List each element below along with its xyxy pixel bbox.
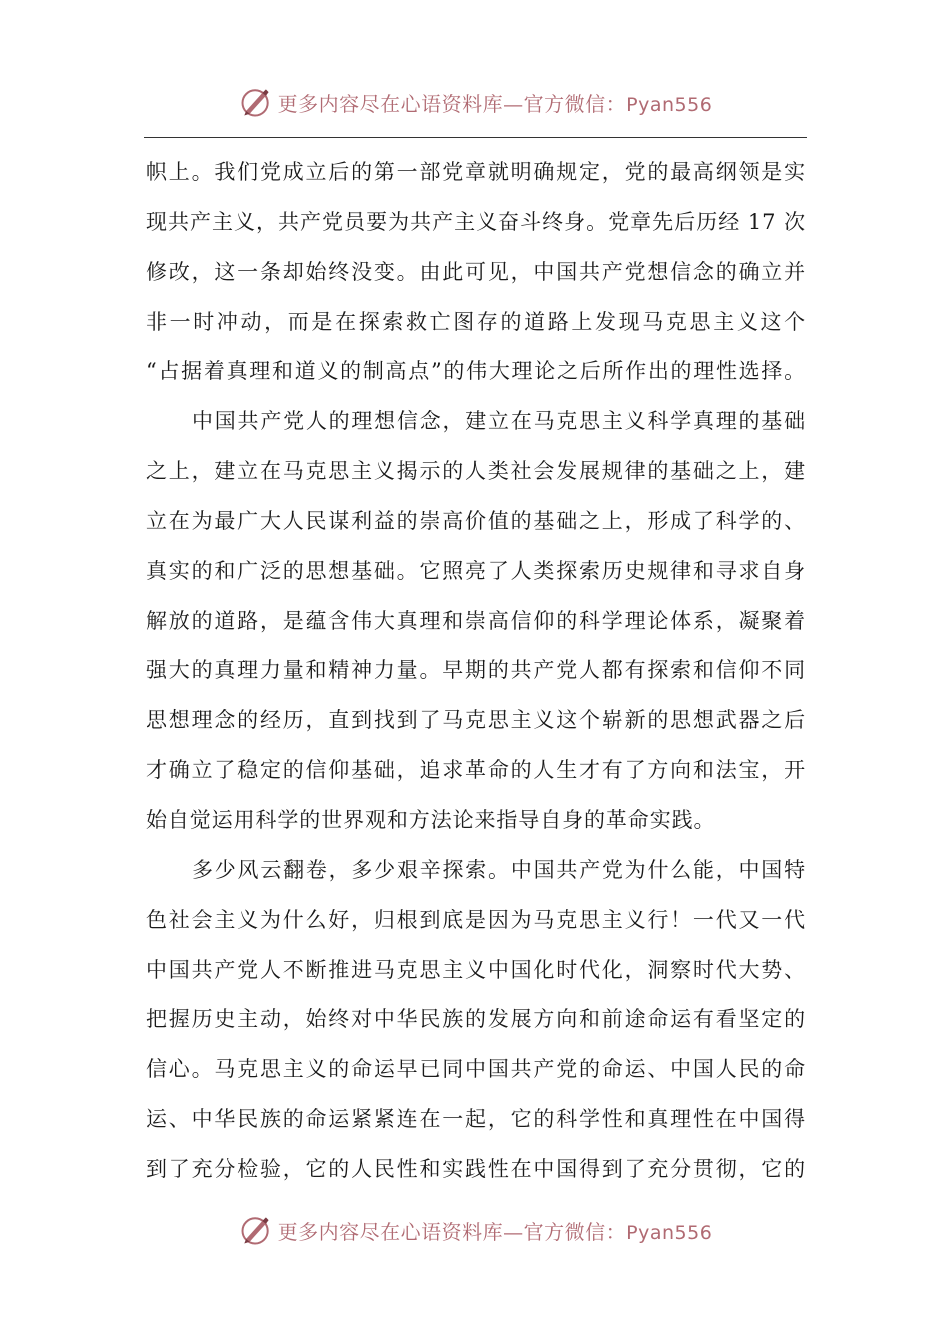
header-text-cn: 更多内容尽在心语资料库—官方微信：: [277, 91, 627, 116]
paragraph-first-line: 多少风云翻卷，多少艰辛探索。中国共产党为什么能，中国特: [192, 857, 806, 882]
text-line: 强大的真理力量和精神力量。早期的共产党人都有探索和信仰不同: [146, 658, 806, 683]
header-wechat-id: Pyan556: [626, 93, 713, 116]
page-footer-banner: [0, 1208, 950, 1252]
header-divider: [144, 137, 807, 138]
footer-text-cn: 更多内容尽在心语资料库—官方微信：: [277, 1219, 627, 1244]
text-line: 修改，这一条却始终没变。由此可见，中国共产党想信念的确立并: [146, 259, 806, 284]
text-line: 解放的道路，是蕴含伟大真理和崇高信仰的科学理论体系，凝聚着: [146, 608, 806, 633]
footer-wechat-id: Pyan556: [626, 1221, 713, 1244]
paragraph-last-line: 始自觉运用科学的世界观和方法论来指导自身的革命实践。: [146, 807, 716, 832]
text-line: “占据着真理和道义的制高点”的伟大理论之后所作出的理性选择。: [146, 359, 806, 384]
text-line: 非一时冲动，而是在探索救亡图存的道路上发现马克思主义这个: [146, 309, 806, 334]
text-line: 立在为最广大人民谋利益的崇高价值的基础之上，形成了科学的、: [146, 508, 806, 533]
text-line: 运、中华民族的命运紧紧连在一起，它的科学性和真理性在中国得: [146, 1107, 806, 1132]
text-line: 帜上。我们党成立后的第一部党章就明确规定，党的最高纲领是实: [146, 160, 806, 184]
pen-circle-logo-icon: [238, 1212, 274, 1248]
header-text: [278, 88, 713, 117]
paragraph-first-line: 中国共产党人的理想信念，建立在马克思主义科学真理的基础: [192, 409, 806, 434]
text-line: 之上，建立在马克思主义揭示的人类社会发展规律的基础之上，建: [146, 459, 806, 484]
page-header-banner: [0, 80, 950, 124]
footer-text: [278, 1216, 713, 1245]
document-body: [146, 148, 806, 1195]
text-line: 信心。马克思主义的命运早已同中国共产党的命运、中国人民的命: [146, 1057, 806, 1082]
text-line: 到了充分检验，它的人民性和实践性在中国得到了充分贯彻，它的: [146, 1156, 806, 1181]
text-line: 色社会主义为什么好，归根到底是因为马克思主义行！一代又一代: [146, 907, 806, 932]
text-line: 把握历史主动，始终对中华民族的发展方向和前途命运有看坚定的: [146, 1007, 806, 1032]
text-line: 现共产主义，共产党员要为共产主义奋斗终身。党章先后历经 17 次: [146, 209, 806, 234]
text-line: 才确立了稳定的信仰基础，追求革命的人生才有了方向和法宝，开: [146, 758, 806, 783]
text-line: 中国共产党人不断推进马克思主义中国化时代化，洞察时代大势、: [146, 957, 806, 982]
text-line: 思想理念的经历，直到找到了马克思主义这个崭新的思想武器之后: [146, 708, 806, 733]
pen-circle-logo-icon: [238, 84, 274, 120]
text-line: 真实的和广泛的思想基础。它照亮了人类探索历史规律和寻求自身: [146, 558, 806, 583]
